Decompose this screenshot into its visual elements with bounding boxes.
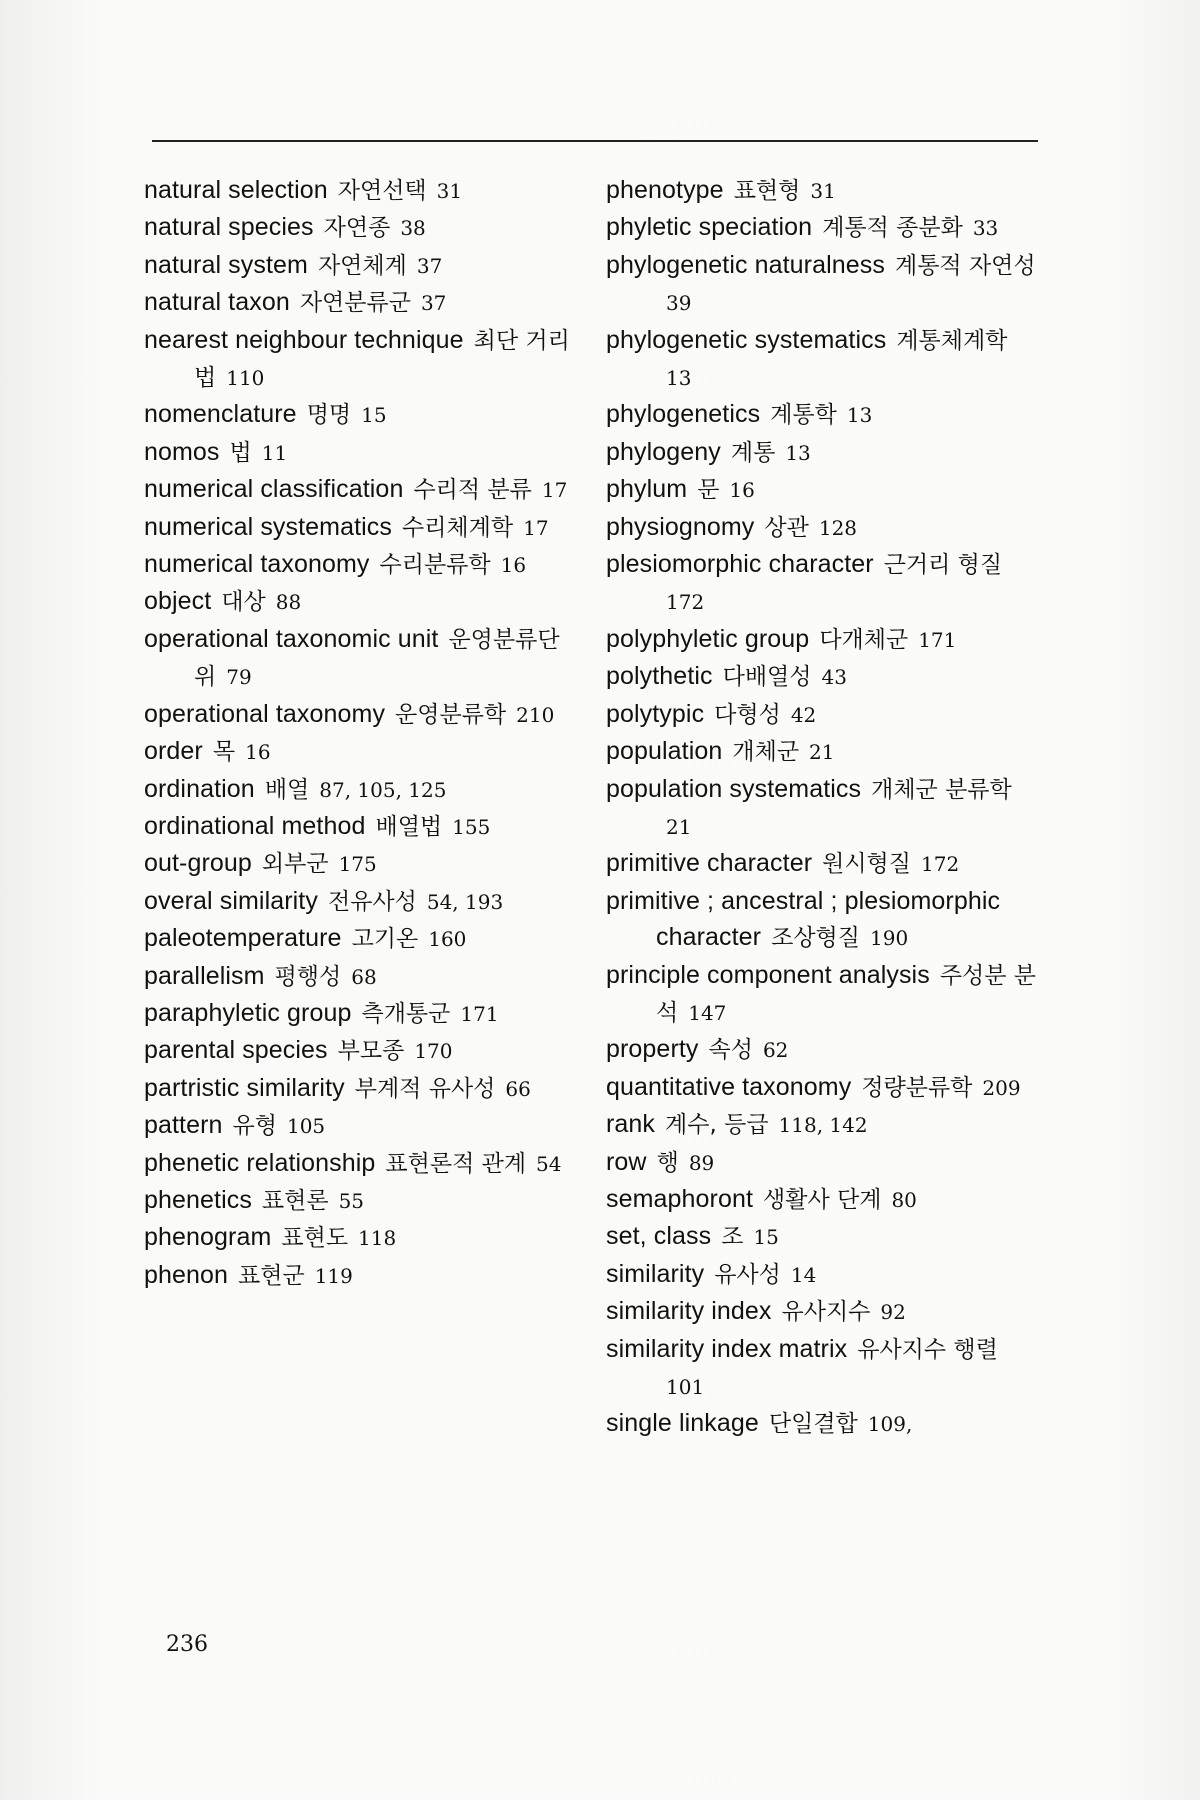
korean-term: 속성 [708, 1037, 753, 1064]
index-entry [606, 1031, 1036, 1068]
index-entry [144, 621, 574, 696]
korean-term: 계통적 자연성 [894, 252, 1036, 279]
index-term: population systematics [606, 774, 862, 803]
page-reference: 66 [505, 1076, 531, 1101]
korean-term: 정량분류학 [861, 1074, 973, 1101]
index-term: overal similarity [144, 886, 318, 915]
korean-term: 유형 [232, 1113, 277, 1140]
index-term: row [606, 1147, 647, 1176]
korean-term: 다형성 [714, 701, 781, 728]
index-term: phylogenetic naturalness [606, 250, 885, 279]
korean-term: 배열법 [375, 813, 443, 840]
index-term: phenogram [144, 1223, 272, 1252]
page-reference: 110 [226, 366, 265, 391]
page-reference: 21 [809, 740, 835, 765]
index-entry [606, 771, 1036, 846]
korean-term: 수리분류학 [379, 552, 491, 579]
korean-term: 조상형질 [771, 925, 860, 952]
page-reference: 160 [428, 927, 467, 952]
index-term: primitive ; ancestral ; plesiomorphic character [606, 886, 1001, 952]
page-reference: 80 [891, 1187, 917, 1212]
page-reference: 15 [753, 1225, 779, 1250]
index-term: phenotype [606, 176, 724, 204]
page-reference: 118 [358, 1226, 397, 1251]
index-term: natural taxon [144, 288, 290, 317]
index-term: phenetic relationship [144, 1148, 376, 1177]
index-entry [144, 1257, 574, 1294]
korean-term: 목 [212, 739, 236, 766]
page-reference: 109, [867, 1412, 913, 1437]
index-entry [144, 771, 574, 808]
korean-term: 다개체군 [819, 626, 909, 653]
page-reference: 128 [818, 515, 858, 540]
index-entry [606, 434, 1036, 471]
index-term: order [144, 737, 203, 766]
index-entry [606, 172, 1036, 209]
index-term: population [606, 737, 723, 766]
index-entry [606, 696, 1036, 733]
korean-term: 대상 [221, 589, 266, 616]
page-reference: 155 [452, 814, 491, 839]
page-reference: 210 [516, 702, 555, 727]
index-entry [144, 471, 574, 508]
korean-term: 표현론적 관계 [385, 1150, 527, 1177]
page-reference: 42 [790, 702, 817, 727]
korean-term: 법 [229, 439, 252, 466]
index-term: paleotemperature [144, 924, 342, 953]
index-entry [144, 434, 574, 471]
korean-term: 계수, 등급 [665, 1112, 769, 1139]
korean-term: 표현론 [261, 1187, 329, 1214]
index-term: pattern [144, 1111, 223, 1140]
index-column-left [144, 172, 574, 1294]
index-term: phenetics [144, 1185, 252, 1214]
index-entry [144, 920, 574, 957]
page-reference: 13 [666, 366, 692, 391]
page-reference: 209 [982, 1075, 1021, 1100]
index-entry [606, 1106, 1036, 1143]
page-reference: 37 [420, 291, 447, 316]
index-entry [144, 509, 574, 546]
page-reference: 55 [338, 1188, 365, 1213]
page-reference: 105 [286, 1114, 326, 1139]
korean-term: 자연선택 [337, 178, 427, 204]
page-reference: 68 [351, 964, 377, 989]
index-entry [144, 808, 574, 845]
index-term: property [606, 1035, 699, 1064]
korean-term: 자연종 [323, 215, 391, 242]
index-entry [144, 696, 574, 733]
index-term: plesiomorphic character [606, 550, 874, 579]
index-entry [144, 883, 574, 920]
page-reference: 87, 105, 125 [319, 777, 447, 802]
page-reference: 17 [523, 515, 549, 540]
korean-term: 주성분 분석 [656, 962, 1036, 1026]
korean-term: 상관 [764, 514, 809, 541]
page-reference: 17 [541, 478, 568, 503]
korean-term: 표현도 [281, 1225, 349, 1252]
index-entry [144, 958, 574, 995]
korean-term: 유사지수 [781, 1299, 871, 1326]
page-reference: 31 [436, 179, 463, 203]
page-reference: 13 [785, 440, 811, 465]
page-reference: 89 [688, 1150, 715, 1175]
page-reference: 54, 193 [426, 889, 504, 914]
index-term: similarity [606, 1259, 705, 1288]
index-term: phylogeny [606, 437, 721, 466]
index-entry [606, 247, 1036, 322]
korean-term: 계통적 종분화 [822, 215, 963, 242]
index-term: natural species [144, 213, 314, 242]
page-reference: 175 [338, 852, 377, 877]
index-term: rank [606, 1110, 656, 1139]
index-entry [606, 322, 1036, 397]
index-entry [144, 396, 574, 433]
index-entry [606, 509, 1036, 546]
index-entry [606, 658, 1036, 695]
index-entry [606, 1069, 1036, 1106]
index-term: phyletic speciation [606, 213, 813, 242]
page-reference: 16 [245, 740, 271, 765]
index-term: partristic similarity [144, 1073, 345, 1102]
korean-term: 명명 [306, 402, 352, 429]
index-term: natural system [144, 250, 308, 279]
index-entry [606, 546, 1036, 621]
index-entry [144, 209, 574, 246]
index-term: phylogenetic systematics [606, 325, 887, 354]
top-rule [152, 140, 1038, 142]
korean-term: 문 [697, 477, 720, 504]
index-entry [606, 957, 1036, 1032]
korean-term: 전유사성 [327, 888, 417, 915]
korean-term: 조 [721, 1224, 744, 1251]
index-entry [144, 1182, 574, 1219]
index-term: object [144, 587, 212, 616]
korean-term: 부모종 [337, 1038, 405, 1065]
page-reference: 118, 142 [778, 1113, 868, 1138]
index-entry [606, 1331, 1036, 1406]
page-reference: 88 [275, 590, 302, 615]
index-term: principle component analysis [606, 960, 930, 989]
korean-term: 계통학 [770, 402, 837, 429]
index-term: semaphoront [606, 1184, 754, 1213]
index-term: polyphyletic group [606, 624, 810, 653]
page-reference: 15 [361, 403, 387, 428]
korean-term: 평행성 [274, 963, 342, 990]
korean-term: 최단 거리법 [194, 327, 570, 392]
page-reference: 172 [666, 590, 705, 615]
index-term: numerical taxonomy [144, 550, 370, 579]
index-entry [144, 172, 574, 209]
page-reference: 43 [821, 665, 847, 690]
page-reference: 171 [460, 1001, 499, 1026]
korean-term: 운영분류학 [395, 701, 507, 728]
page-reference: 14 [790, 1262, 817, 1287]
korean-term: 유사지수 행렬 [857, 1336, 998, 1363]
index-term: operational taxonomy [144, 699, 386, 728]
korean-term: 측개통군 [361, 1000, 451, 1027]
index-term: phenon [144, 1260, 229, 1289]
korean-term: 고기온 [351, 926, 419, 953]
index-term: polythetic [606, 662, 713, 691]
korean-term: 행 [656, 1149, 679, 1176]
korean-term: 수리적 분류 [413, 477, 532, 504]
index-entry [144, 1032, 574, 1069]
index-entry [144, 583, 574, 620]
index-entry [606, 471, 1036, 508]
index-entry [606, 1293, 1036, 1330]
korean-term: 단일결합 [768, 1411, 858, 1438]
index-entry [606, 1181, 1036, 1218]
index-entry [606, 845, 1036, 882]
page-reference: 62 [762, 1038, 789, 1063]
page-number: 236 [166, 1632, 208, 1657]
index-term: physiognomy [606, 512, 755, 541]
korean-term: 수리체계학 [402, 514, 514, 541]
korean-term: 유사성 [714, 1261, 781, 1288]
page-reference: 33 [972, 216, 999, 241]
page-reference: 11 [261, 440, 288, 465]
index-term: nearest neighbour technique [144, 325, 464, 354]
korean-term: 다배열성 [722, 664, 812, 691]
korean-term: 개체군 [732, 739, 800, 766]
index-entry [606, 733, 1036, 770]
index-entry [144, 1219, 574, 1256]
page-reference: 38 [400, 216, 426, 241]
page-reference: 172 [921, 852, 960, 877]
index-term: parallelism [144, 961, 265, 990]
index-entry [606, 1405, 1036, 1442]
index-term: similarity index [606, 1297, 772, 1326]
korean-term: 표현군 [238, 1262, 305, 1289]
korean-term: 근거리 형질 [883, 552, 1003, 579]
korean-term: 계통 [730, 439, 776, 466]
page-reference: 16 [500, 553, 527, 578]
index-term: parental species [144, 1036, 328, 1065]
index-term: operational taxonomic unit [144, 624, 439, 653]
index-term: phylum [606, 475, 688, 504]
korean-term: 계통체계학 [896, 327, 1008, 354]
index-term: primitive character [606, 849, 813, 878]
korean-term: 자연분류군 [299, 290, 411, 317]
index-entry [144, 322, 574, 397]
index-term: paraphyletic group [144, 998, 352, 1027]
index-column-right [606, 172, 1036, 1443]
index-term: single linkage [606, 1409, 759, 1438]
index-entry [144, 845, 574, 882]
index-term: polytypic [606, 699, 705, 728]
index-term: ordination [144, 774, 255, 803]
index-entry [144, 995, 574, 1032]
index-entry [144, 1070, 574, 1107]
index-entry [144, 284, 574, 321]
index-term: nomos [144, 437, 220, 466]
page-reference: 171 [918, 627, 957, 652]
korean-term: 운영분류단위 [194, 626, 560, 691]
page-reference: 54 [536, 1151, 562, 1176]
index-term: natural selection [144, 176, 328, 204]
page-reference: 92 [880, 1300, 906, 1325]
korean-term: 생활사 단계 [763, 1186, 882, 1213]
index-term: out-group [144, 849, 252, 878]
index-entry [606, 396, 1036, 433]
index-entry [144, 247, 574, 284]
index-entry [606, 1144, 1036, 1181]
page-reference: 13 [846, 403, 873, 428]
page-reference: 21 [666, 814, 692, 839]
korean-term: 외부군 [261, 851, 329, 878]
korean-term: 배열 [264, 776, 310, 803]
index-term: phylogenetics [606, 400, 761, 429]
index-entry [144, 1107, 574, 1144]
korean-term: 개체군 분류학 [871, 776, 1012, 803]
page-reference: 39 [666, 291, 692, 316]
page-reference: 37 [416, 253, 443, 278]
index-entry [606, 621, 1036, 658]
korean-term: 부계적 유사성 [354, 1075, 496, 1102]
index-entry [606, 209, 1036, 246]
index-entry [144, 733, 574, 770]
index-term: nomenclature [144, 400, 297, 429]
index-term: similarity index matrix [606, 1334, 848, 1363]
korean-term: 표현형 [733, 178, 801, 204]
page-reference: 190 [870, 926, 909, 951]
index-entry [606, 1218, 1036, 1255]
index-entry [606, 1256, 1036, 1293]
page-reference: 101 [666, 1375, 705, 1399]
page-reference: 119 [314, 1263, 353, 1288]
korean-term: 자연체계 [317, 252, 407, 279]
page-reference: 31 [810, 179, 836, 203]
page-reference: 170 [414, 1039, 453, 1064]
page-reference: 147 [688, 1000, 727, 1025]
page-reference: 79 [226, 665, 252, 690]
index-entry [606, 883, 1036, 957]
page-reference: 16 [729, 478, 755, 503]
index-term: set, class [606, 1222, 712, 1251]
index-entry [144, 1145, 574, 1182]
korean-term: 원시형질 [822, 851, 911, 878]
index-term: ordinational method [144, 811, 366, 840]
index-term: numerical systematics [144, 512, 392, 541]
index-term: numerical classification [144, 475, 404, 504]
index-term: quantitative taxonomy [606, 1072, 852, 1101]
index-entry [144, 546, 574, 583]
